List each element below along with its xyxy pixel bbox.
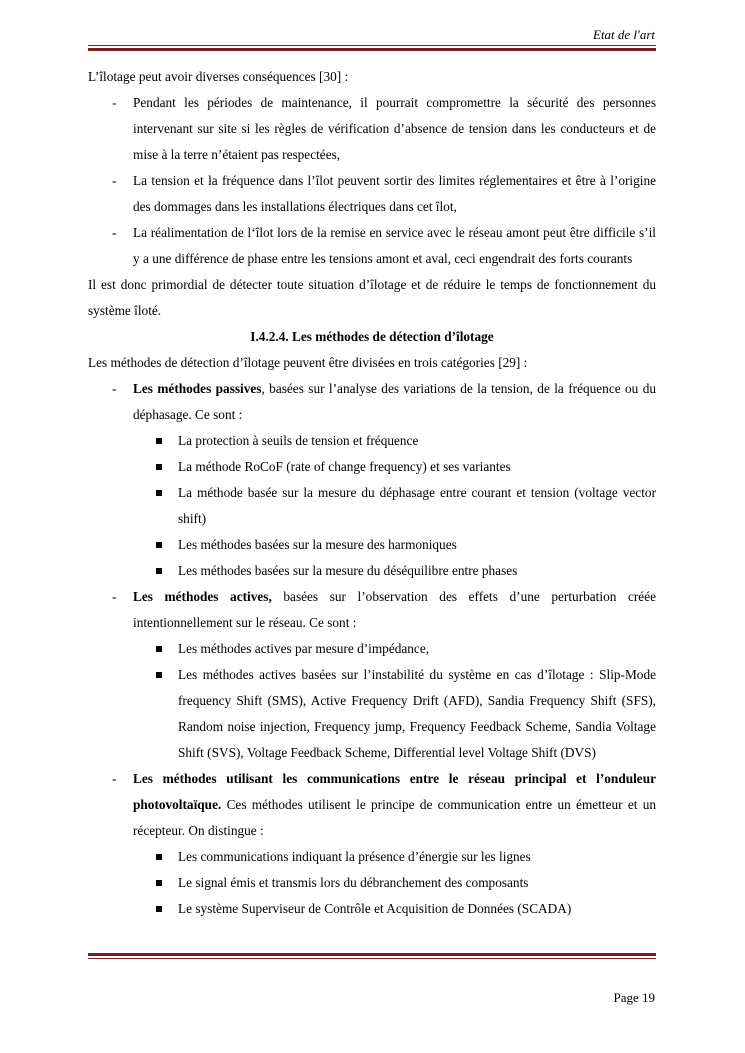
conclusion-paragraph: Il est donc primordial de détecter toute situation d’îlotage et de réduire le temps de fonctionnement du système îloté.: [88, 277, 656, 318]
square-bullet-icon: [156, 906, 162, 912]
page-body: [88, 64, 656, 922]
header-rule: [88, 45, 656, 51]
list-item: - Pendant les périodes de maintenance, il pourrait compromettre la sécurité des personnes intervenant sur site si les règles de vérification d’absence de tension dans les conducteurs et de mise à la terre n’étaient pas respectées,: [112, 95, 656, 162]
square-bullet-icon: [156, 438, 162, 444]
square-bullet-icon: [156, 542, 162, 548]
list-item: Les méthodes actives par mesure d’impédance,: [88, 636, 656, 662]
section-heading: I.4.2.4. Les méthodes de détection d’îlotage: [250, 329, 494, 344]
methods-intro: Les méthodes de détection d’îlotage peuvent être divisées en trois catégories [29] :: [88, 355, 528, 370]
square-bullet-icon: [156, 568, 162, 574]
list-item: - La tension et la fréquence dans l’îlot peuvent sortir des limites réglementaires et être à l’origine des dommages dans les installations électriques dans cet îlot,: [112, 173, 656, 214]
square-bullet-icon: [156, 646, 162, 652]
square-bullet-icon: [156, 880, 162, 886]
list-item: - La réalimentation de l‘îlot lors de la remise en service avec le réseau amont peut être difficile s’il y a une différence de phase entre les tensions amont et aval, ceci engendrait des forts courants: [112, 225, 656, 266]
header-title: Etat de l'art: [593, 27, 655, 42]
square-bullet-icon: [156, 490, 162, 496]
intro-paragraph: L’îlotage peut avoir diverses conséquences [30] :: [88, 69, 349, 84]
list-item: La méthode RoCoF (rate of change frequency) et ses variantes: [88, 454, 656, 480]
list-item: Le système Superviseur de Contrôle et Acquisition de Données (SCADA): [88, 896, 656, 922]
list-item: Les méthodes actives basées sur l’instabilité du système en cas d’îlotage : Slip-Mode frequency Shift (SMS), Active Frequency Drift (AFD), Sandia Frequency Shift (SFS), Random noise injection, Frequency jump, Frequency Feedback Scheme, Sandia Voltage Shift (SVS), Voltage Feedback Scheme, Differential level Voltage Shift (DVS): [88, 662, 656, 766]
passive-methods-item: - Les méthodes passives, basées sur l’analyse des variations de la tension, de la fréquence ou du déphasage. Ce sont :: [112, 381, 656, 422]
list-item: Les méthodes basées sur la mesure des harmoniques: [88, 532, 656, 558]
active-methods-item: - Les méthodes actives, basées sur l’observation des effets d’une perturbation créée intentionnellement sur le réseau. Ce sont :: [112, 589, 656, 630]
square-bullet-icon: [156, 464, 162, 470]
list-item: Les communications indiquant la présence d’énergie sur les lignes: [88, 844, 656, 870]
list-item: Le signal émis et transmis lors du débranchement des composants: [88, 870, 656, 896]
page-number: Page 19: [613, 990, 655, 1005]
square-bullet-icon: [156, 854, 162, 860]
communication-methods-item: - Les méthodes utilisant les communications entre le réseau principal et l’onduleur photovoltaïque. Ces méthodes utilisent le principe de communication entre un émetteur et un récepteur. On distingue :: [112, 771, 656, 838]
square-bullet-icon: [156, 672, 162, 678]
footer-rule: [88, 953, 656, 959]
list-item: La méthode basée sur la mesure du déphasage entre courant et tension (voltage vector shift): [88, 480, 656, 532]
list-item: Les méthodes basées sur la mesure du déséquilibre entre phases: [88, 558, 656, 584]
list-item: La protection à seuils de tension et fréquence: [88, 428, 656, 454]
